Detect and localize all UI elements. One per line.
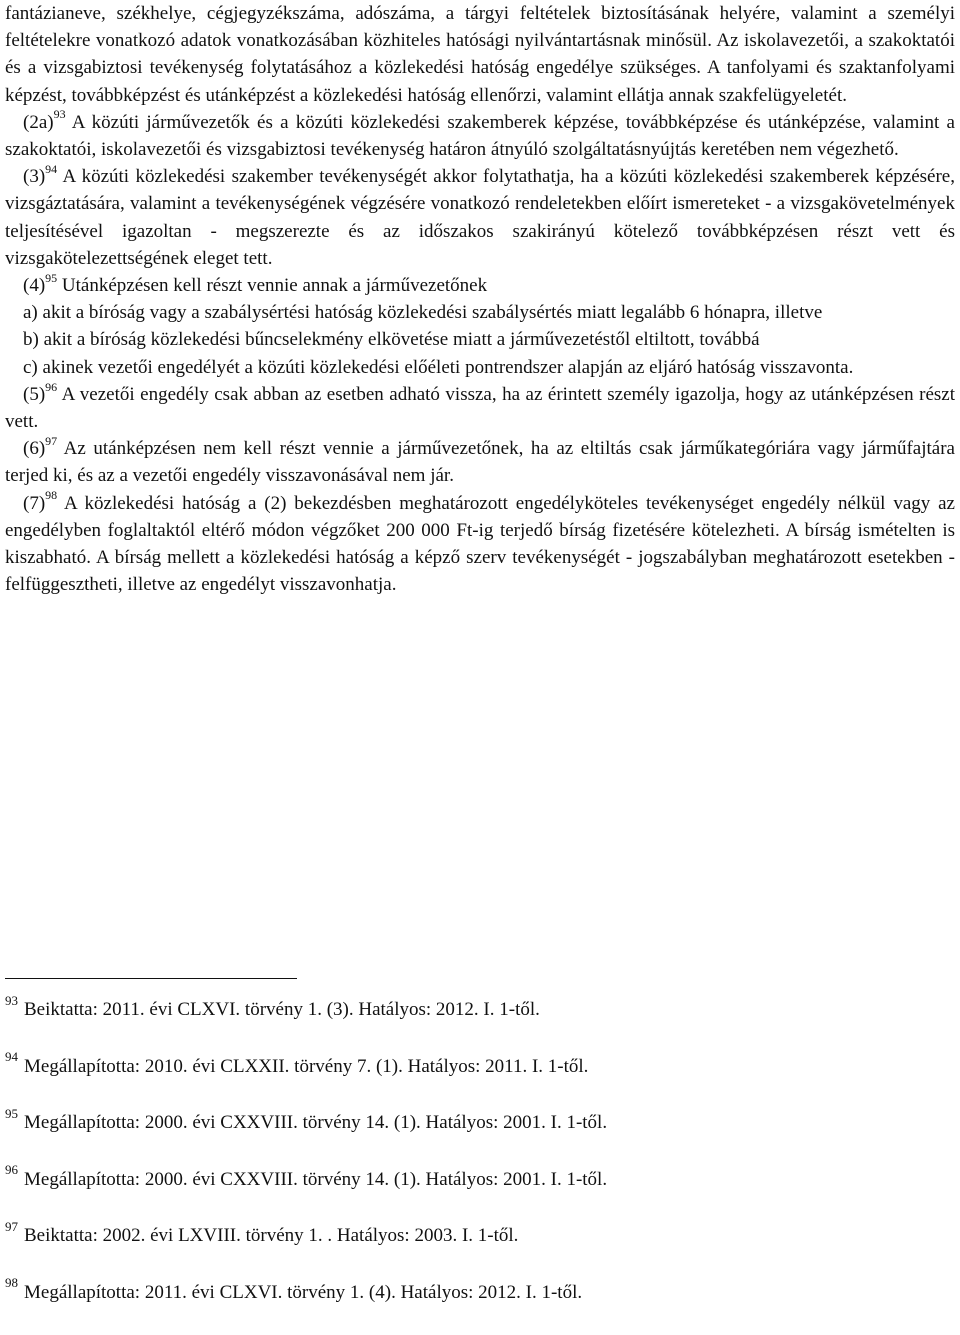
footnote-separator bbox=[5, 978, 297, 979]
footnote-number: 98 bbox=[5, 1275, 18, 1290]
footnote-ref: 97 bbox=[45, 434, 57, 448]
footnote-text: Beiktatta: 2011. évi CLXVI. törvény 1. (3). Hatályos: 2012. I. 1-től. bbox=[24, 999, 540, 1020]
footnote bbox=[5, 1053, 955, 1110]
paragraph: fantázianeve, székhelye, cégjegyzékszáma, adószáma, a tárgyi feltételek biztosításának helyére, valamint a személyi feltételekre vonatkozó adatok vonatkozásában közhiteles hatósági nyilvántartásnak minősül. Az iskolavezetői, a szakoktatói és a vizsgabiztosi tevékenység folytatásához a közlekedési hatóság engedélye szükséges. A tanfolyami és szaktanfolyami képzést, továbbképzést és utánképzést a közlekedési hatóság ellenőrzi, valamint ellátja annak szakfelügyeletét. bbox=[5, 0, 955, 109]
footnote-text: Megállapította: 2000. évi CXXVIII. törvény 14. (1). Hatályos: 2001. I. 1-től. bbox=[24, 1169, 607, 1190]
footnote-text: Megállapította: 2011. évi CLXVI. törvény 1. (4). Hatályos: 2012. I. 1-től. bbox=[24, 1282, 582, 1303]
paragraph-6 bbox=[5, 435, 955, 489]
footnote-text: Megállapította: 2000. évi CXXVIII. törvény 14. (1). Hatályos: 2001. I. 1-től. bbox=[24, 1112, 607, 1133]
footnote-ref: 96 bbox=[45, 380, 57, 394]
footnote-ref: 98 bbox=[45, 488, 57, 502]
paragraph-7 bbox=[5, 490, 955, 599]
footnote-number: 94 bbox=[5, 1049, 18, 1064]
footnote-number: 96 bbox=[5, 1162, 18, 1177]
paragraph-text: Utánképzésen kell részt vennie annak a járművezetőnek bbox=[57, 275, 487, 296]
paragraph-text: A közúti járművezetők és a közúti közlekedési szakemberek képzése, továbbképzése és utánképzése, valamint a szakoktatói, iskolavezetői és vizsgabiztosi tevékenység határon átnyúló szolgáltatásnyújtás keretében nem végezhető. bbox=[5, 112, 955, 160]
footnote-number: 93 bbox=[5, 993, 18, 1008]
paragraph-text: Az utánképzésen nem kell részt vennie a járművezetőnek, ha az eltiltás csak járműkategóriára vagy járműfajtára terjed ki, és az a vezetői engedély visszavonásával nem jár. bbox=[5, 438, 955, 486]
paragraph-4 bbox=[5, 272, 955, 299]
paragraph-number: (4) bbox=[23, 275, 45, 296]
footnote bbox=[5, 1109, 955, 1166]
paragraph-3 bbox=[5, 163, 955, 272]
footnote-ref: 93 bbox=[54, 107, 66, 121]
footnote bbox=[5, 1279, 955, 1335]
footnotes bbox=[5, 996, 955, 1335]
footnote bbox=[5, 996, 955, 1053]
footnote-ref: 95 bbox=[45, 271, 57, 285]
list-item-a: a) akit a bíróság vagy a szabálysértési hatóság közlekedési szabálysértés miatt legalább 6 hónapra, illetve bbox=[5, 299, 955, 326]
paragraph-2a bbox=[5, 109, 955, 163]
footnote-text: Megállapította: 2010. évi CLXXII. törvény 7. (1). Hatályos: 2011. I. 1-től. bbox=[24, 1056, 588, 1077]
footnote bbox=[5, 1166, 955, 1223]
paragraph-number: (6) bbox=[23, 438, 45, 459]
footnote-text: Beiktatta: 2002. évi LXVIII. törvény 1. . Hatályos: 2003. I. 1-től. bbox=[24, 1225, 518, 1246]
footnote-number: 97 bbox=[5, 1219, 18, 1234]
list-item-b: b) akit a bíróság közlekedési bűncselekmény elkövetése miatt a járművezetéstől eltiltott, továbbá bbox=[5, 326, 955, 353]
paragraph-number: (7) bbox=[23, 493, 45, 514]
paragraph-number: (2a) bbox=[23, 112, 54, 133]
paragraph-number: (3) bbox=[23, 166, 45, 187]
footnote-number: 95 bbox=[5, 1106, 18, 1121]
paragraph-text: A közlekedési hatóság a (2) bekezdésben meghatározott engedélyköteles tevékenységet engedély nélkül vagy az engedélyben foglaltaktól eltérő módon végzőket 200 000 Ft-ig terjedő bírság fizetésére kötelezheti. A bírság ismételten is kiszabható. A bírság mellett a közlekedési hatóság a képző szerv tevékenységét - jogszabályban meghatározott esetekben - felfüggesztheti, illetve az engedélyt visszavonhatja. bbox=[5, 493, 955, 596]
paragraph-text: A közúti közlekedési szakember tevékenységét akkor folytathatja, ha a közúti közlekedési szakemberek képzésére, vizsgáztatására, valamint a tevékenységének végzésére vonatkozó rendeletekben előírt ismereteket - a vizsgakövetelmények teljesítésével igazoltan - megszerezte és az időszakos szakirányú kötelező továbbképzésen részt vett és vizsgakötelezettségének eleget tett. bbox=[5, 166, 955, 269]
paragraph-text: A vezetői engedély csak abban az esetben adható vissza, ha az érintett személy igazolja, hogy az utánképzésen részt vett. bbox=[5, 384, 955, 432]
paragraph-number: (5) bbox=[23, 384, 45, 405]
paragraph-5 bbox=[5, 381, 955, 435]
footnote bbox=[5, 1222, 955, 1279]
list-item-c: c) akinek vezetői engedélyét a közúti közlekedési előéleti pontrendszer alapján az eljáró hatóság visszavonta. bbox=[5, 354, 955, 381]
footnote-ref: 94 bbox=[45, 162, 57, 176]
document-body bbox=[5, 0, 955, 598]
